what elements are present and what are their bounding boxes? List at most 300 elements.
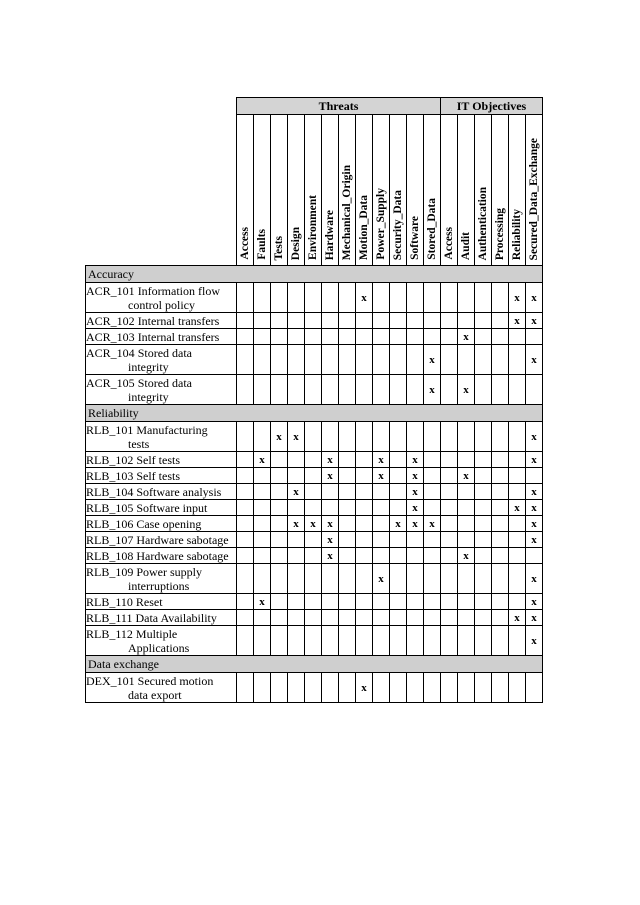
matrix-cell [526,313,543,329]
threats-group-header: Threats [237,98,441,115]
traceability-matrix [85,97,543,703]
matrix-cell [254,329,271,345]
column-header [458,115,475,266]
matrix-cell [322,422,339,452]
matrix-cell [237,564,254,594]
matrix-cell [373,626,390,656]
matrix-table [85,97,543,703]
matrix-cell [407,468,424,484]
matrix-cell [288,283,305,313]
matrix-cell [424,452,441,468]
matrix-cell [390,345,407,375]
matrix-cell [458,564,475,594]
mark-x: x [259,595,265,608]
matrix-cell [424,422,441,452]
mark-x: x [531,453,537,466]
matrix-cell [254,313,271,329]
matrix-cell [458,548,475,564]
requirement-name: Multiple [135,626,178,641]
matrix-cell [288,375,305,405]
mark-x: x [463,330,469,343]
matrix-cell [441,375,458,405]
matrix-cell [441,452,458,468]
matrix-cell [475,564,492,594]
requirement-name: Self tests [136,468,181,483]
requirement-id: DEX_101 [86,673,135,688]
matrix-cell [492,564,509,594]
column-header-label: Access [443,227,455,260]
matrix-cell [509,329,526,345]
matrix-cell [509,452,526,468]
matrix-cell [475,548,492,564]
matrix-cell [254,548,271,564]
mark-x: x [293,430,299,443]
requirement-label [86,516,237,532]
matrix-cell [373,594,390,610]
mark-x: x [531,533,537,546]
matrix-cell [254,345,271,375]
matrix-cell [526,468,543,484]
section-title: Reliability [86,405,543,422]
mark-x: x [412,453,418,466]
matrix-cell [356,329,373,345]
matrix-cell [322,500,339,516]
section-title: Data exchange [86,656,543,673]
matrix-cell [509,548,526,564]
column-header [509,115,526,266]
matrix-cell [271,564,288,594]
matrix-cell [458,673,475,703]
mark-x: x [463,549,469,562]
matrix-cell [305,500,322,516]
matrix-cell [254,468,271,484]
matrix-cell [441,283,458,313]
column-header-label: Environment [307,195,319,260]
mark-x: x [429,353,435,366]
matrix-cell [526,610,543,626]
requirement-id: ACR_102 [86,313,135,328]
matrix-cell [475,313,492,329]
matrix-cell [356,313,373,329]
requirement-id: RLB_104 [86,484,134,499]
requirement-label [86,283,237,313]
requirement-row [86,532,543,548]
column-header [390,115,407,266]
matrix-cell [288,626,305,656]
mark-x: x [412,485,418,498]
requirement-name: Data Availability [135,610,217,625]
mark-x: x [327,549,333,562]
matrix-cell [458,500,475,516]
matrix-cell [288,329,305,345]
column-header [288,115,305,266]
mark-x: x [531,353,537,366]
mark-x: x [514,291,520,304]
matrix-cell [356,452,373,468]
requirement-name: Reset [135,594,163,609]
matrix-cell [492,516,509,532]
matrix-cell [322,594,339,610]
matrix-cell [407,594,424,610]
matrix-cell [373,345,390,375]
matrix-cell [322,548,339,564]
requirement-label [86,484,237,500]
matrix-cell [407,313,424,329]
matrix-cell [271,345,288,375]
matrix-cell [254,452,271,468]
mark-x: x [531,430,537,443]
column-header [424,115,441,266]
matrix-cell [475,345,492,375]
mark-x: x [395,517,401,530]
matrix-cell [254,532,271,548]
matrix-cell [288,564,305,594]
matrix-cell [322,329,339,345]
matrix-cell [390,564,407,594]
matrix-cell [254,673,271,703]
column-header-label: Motion_Data [358,194,370,260]
matrix-cell [373,452,390,468]
requirement-label [86,452,237,468]
matrix-cell [322,313,339,329]
column-header [254,115,271,266]
matrix-cell [492,532,509,548]
matrix-cell [509,532,526,548]
matrix-cell [441,594,458,610]
matrix-cell [305,516,322,532]
matrix-cell [458,313,475,329]
matrix-cell [526,452,543,468]
matrix-cell [407,564,424,594]
column-header [407,115,424,266]
matrix-cell [390,375,407,405]
requirement-row [86,313,543,329]
mark-x: x [276,430,282,443]
mark-x: x [378,453,384,466]
matrix-cell [458,468,475,484]
matrix-cell [373,468,390,484]
requirement-name: Stored data [137,375,193,390]
matrix-cell [458,626,475,656]
matrix-cell [407,516,424,532]
matrix-cell [492,452,509,468]
matrix-cell [288,610,305,626]
requirement-row [86,610,543,626]
matrix-cell [237,375,254,405]
matrix-cell [254,564,271,594]
matrix-cell [288,484,305,500]
requirement-row [86,673,543,703]
column-header-label: Power_Supply [375,188,387,260]
matrix-cell [475,673,492,703]
matrix-cell [305,313,322,329]
matrix-cell [339,313,356,329]
matrix-cell [339,329,356,345]
matrix-cell [390,329,407,345]
matrix-cell [271,548,288,564]
matrix-cell [441,345,458,375]
matrix-cell [339,626,356,656]
matrix-cell [288,548,305,564]
matrix-cell [475,452,492,468]
matrix-cell [288,673,305,703]
section-header-row [86,405,543,422]
requirement-name: Case opening [136,516,202,531]
matrix-cell [356,548,373,564]
matrix-cell [356,422,373,452]
matrix-cell [271,422,288,452]
mark-x: x [327,469,333,482]
matrix-cell [458,532,475,548]
matrix-cell [475,626,492,656]
column-header-label: Hardware [324,209,336,260]
requirement-id: ACR_104 [86,345,135,360]
requirement-name: Information flow [137,283,220,298]
column-header-label: Access [239,227,251,260]
matrix-cell [475,329,492,345]
mark-x: x [531,634,537,647]
matrix-cell [458,452,475,468]
matrix-cell [339,610,356,626]
requirement-id: RLB_108 [86,548,134,563]
requirement-row [86,516,543,532]
matrix-cell [441,468,458,484]
matrix-cell [322,610,339,626]
matrix-cell [339,422,356,452]
matrix-cell [492,610,509,626]
matrix-cell [237,532,254,548]
matrix-cell [390,422,407,452]
matrix-cell [458,329,475,345]
matrix-cell [390,610,407,626]
matrix-cell [288,516,305,532]
column-header [373,115,390,266]
matrix-cell [356,594,373,610]
matrix-cell [492,283,509,313]
requirement-row [86,626,543,656]
matrix-cell [509,375,526,405]
matrix-cell [339,375,356,405]
column-header [305,115,322,266]
requirement-name-continued: tests [128,436,150,451]
matrix-cell [373,313,390,329]
requirement-label [86,673,237,703]
section-header-row [86,656,543,673]
requirement-name: Software input [136,500,208,515]
matrix-cell [373,548,390,564]
matrix-cell [407,484,424,500]
matrix-cell [254,484,271,500]
matrix-cell [288,452,305,468]
requirement-label [86,610,237,626]
requirement-row [86,548,543,564]
matrix-cell [356,673,373,703]
mark-x: x [378,572,384,585]
matrix-cell [407,452,424,468]
matrix-cell [322,468,339,484]
matrix-cell [407,673,424,703]
matrix-cell [492,673,509,703]
mark-x: x [412,469,418,482]
matrix-cell [424,532,441,548]
matrix-cell [526,345,543,375]
matrix-cell [305,329,322,345]
matrix-cell [237,484,254,500]
column-header [492,115,509,266]
matrix-cell [526,626,543,656]
matrix-cell [424,673,441,703]
matrix-cell [254,626,271,656]
requirement-name-continued: control policy [128,297,195,312]
matrix-cell [441,610,458,626]
requirement-id: RLB_102 [86,452,134,467]
matrix-cell [271,626,288,656]
mark-x: x [361,291,367,304]
mark-x: x [531,611,537,624]
mark-x: x [531,485,537,498]
requirement-label [86,345,237,375]
matrix-cell [254,375,271,405]
requirement-label [86,422,237,452]
column-header-label: Faults [256,229,268,260]
matrix-cell [526,375,543,405]
mark-x: x [327,517,333,530]
matrix-cell [322,532,339,548]
requirement-name-continued: integrity [128,359,169,374]
matrix-cell [509,626,526,656]
requirement-name: Stored data [137,345,193,360]
matrix-cell [356,516,373,532]
requirement-row [86,594,543,610]
matrix-cell [237,673,254,703]
mark-x: x [531,517,537,530]
matrix-cell [526,422,543,452]
matrix-cell [424,468,441,484]
matrix-cell [509,500,526,516]
matrix-cell [475,484,492,500]
requirement-id: RLB_111 [86,610,133,625]
requirement-name: Secured motion [137,673,214,688]
matrix-cell [356,484,373,500]
matrix-cell [271,516,288,532]
matrix-cell [390,500,407,516]
matrix-cell [492,500,509,516]
matrix-cell [424,564,441,594]
mark-x: x [293,485,299,498]
matrix-cell [356,532,373,548]
column-header [237,115,254,266]
matrix-cell [492,626,509,656]
matrix-cell [390,452,407,468]
column-header-label: Mechanical_Origin [341,164,353,260]
matrix-cell [424,516,441,532]
matrix-cell [305,564,322,594]
matrix-cell [339,548,356,564]
matrix-cell [288,532,305,548]
requirement-id: RLB_112 [86,626,133,641]
matrix-cell [424,283,441,313]
matrix-cell [441,626,458,656]
column-header [322,115,339,266]
matrix-cell [458,594,475,610]
matrix-cell [441,548,458,564]
matrix-cell [356,375,373,405]
matrix-cell [237,329,254,345]
matrix-cell [237,468,254,484]
mark-x: x [310,517,316,530]
matrix-cell [475,594,492,610]
group-header-row [86,98,543,115]
matrix-cell [441,532,458,548]
matrix-cell [458,422,475,452]
requirement-name: Hardware sabotage [136,532,229,547]
matrix-cell [288,422,305,452]
matrix-cell [458,375,475,405]
requirement-row [86,468,543,484]
mark-x: x [412,501,418,514]
matrix-cell [424,594,441,610]
requirement-label [86,594,237,610]
requirement-id: RLB_103 [86,468,134,483]
matrix-cell [509,345,526,375]
matrix-cell [441,313,458,329]
section-title: Accuracy [86,266,543,283]
matrix-cell [271,484,288,500]
mark-x: x [514,611,520,624]
requirement-label [86,329,237,345]
matrix-cell [475,468,492,484]
matrix-cell [441,422,458,452]
matrix-cell [305,452,322,468]
matrix-cell [322,484,339,500]
matrix-cell [322,516,339,532]
matrix-cell [407,532,424,548]
matrix-cell [237,626,254,656]
column-header-label: Design [290,226,302,260]
matrix-cell [407,283,424,313]
matrix-cell [356,345,373,375]
matrix-cell [458,516,475,532]
column-header [475,115,492,266]
matrix-cell [509,516,526,532]
matrix-cell [339,468,356,484]
matrix-cell [356,283,373,313]
requirement-id: RLB_107 [86,532,134,547]
matrix-cell [509,468,526,484]
matrix-cell [254,500,271,516]
corner-cell [86,98,237,266]
matrix-cell [492,345,509,375]
matrix-cell [356,564,373,594]
matrix-cell [271,313,288,329]
requirement-name: Manufacturing [136,422,208,437]
matrix-cell [424,500,441,516]
matrix-cell [475,500,492,516]
matrix-cell [509,610,526,626]
matrix-cell [373,375,390,405]
requirement-row [86,452,543,468]
matrix-cell [237,313,254,329]
matrix-cell [458,610,475,626]
requirement-row [86,375,543,405]
mark-x: x [361,681,367,694]
matrix-cell [526,594,543,610]
requirement-label [86,468,237,484]
matrix-cell [373,329,390,345]
matrix-cell [407,422,424,452]
matrix-cell [441,484,458,500]
matrix-cell [407,548,424,564]
